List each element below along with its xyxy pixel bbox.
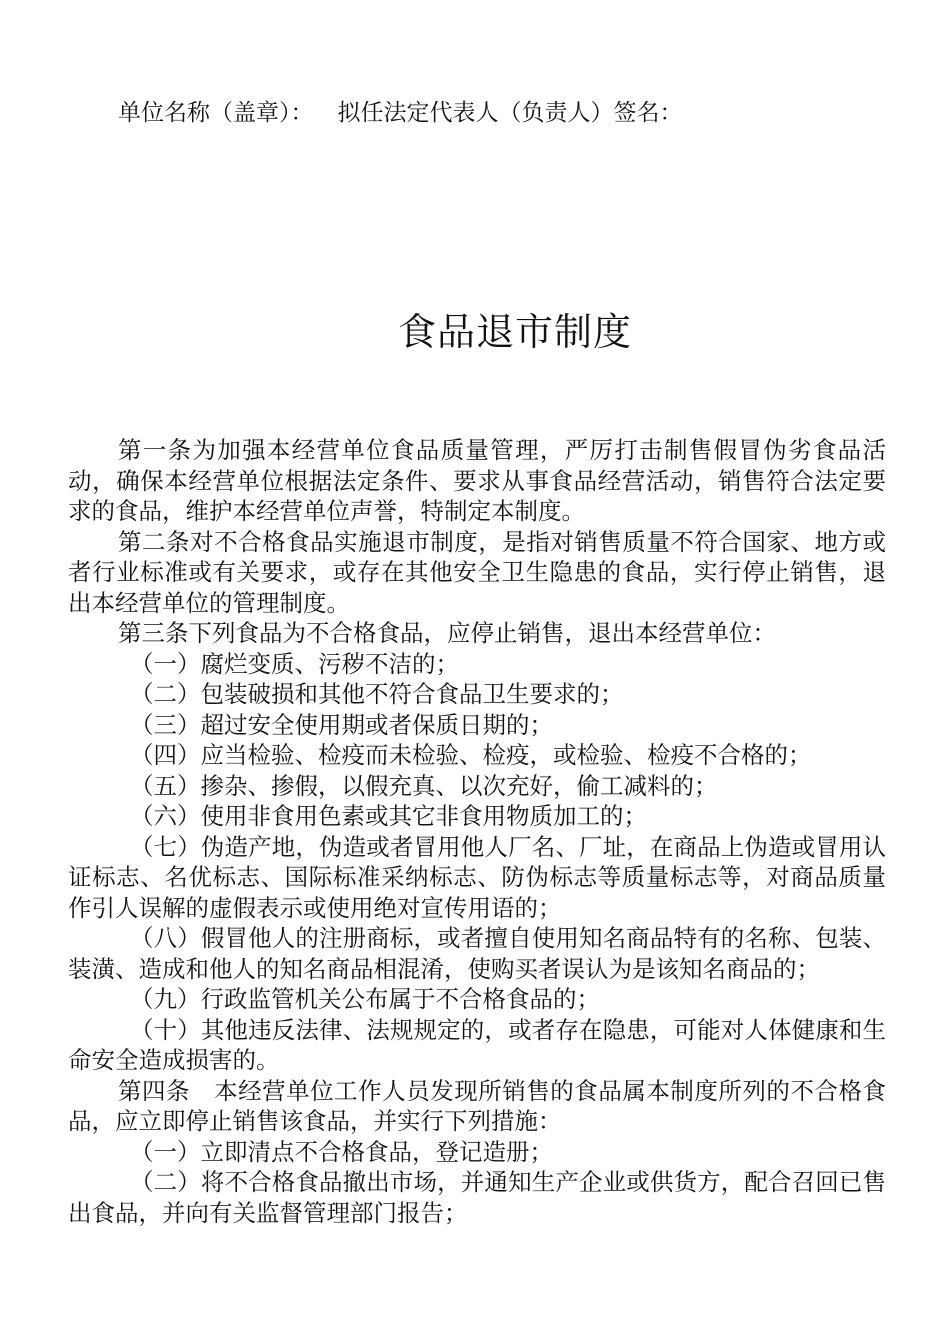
article-1: 第一条为加强本经营单位食品质量管理，严厉打击制售假冒伪劣食品活动，确保本经营单位根据法定条件、要求从事食品经营活动，销售符合法定要求的食品，维护本经营单位声誉，特制定本制度。 bbox=[68, 436, 886, 525]
article-4-item-1: （一）立即清点不合格食品，登记造册； bbox=[130, 1137, 553, 1166]
article-3-item-10: （十）其他违反法律、法规规定的，或者存在隐患，可能对人体健康和生命安全造成损害的。 bbox=[68, 1015, 886, 1074]
article-3-item-5: （五）掺杂、掺假，以假充真、以次充好，偷工减料的； bbox=[130, 771, 718, 800]
article-4: 第四条 本经营单位工作人员发现所销售的食品属本制度所列的不合格食品，应立即停止销售该食品，并实行下列措施： bbox=[68, 1076, 886, 1135]
article-3-item-9: （九）行政监管机关公布属于不合格食品的； bbox=[130, 985, 600, 1013]
document-body bbox=[68, 435, 886, 1228]
representative-signature-label: 拟任法定代表人（负责人）签名： bbox=[337, 100, 683, 126]
article-3-item-3: （三）超过安全使用期或者保质日期的； bbox=[130, 710, 553, 739]
document-title: 食品退市制度 bbox=[397, 310, 632, 354]
article-4-item-2: （二）将不合格食品撤出市场，并通知生产企业或供货方，配合召回已售出食品，并向有关监督管理部门报告； bbox=[68, 1168, 886, 1227]
unit-name-label: 单位名称（盖章）： bbox=[118, 100, 314, 126]
article-3-item-1: （一）腐烂变质、污秽不洁的； bbox=[130, 649, 459, 678]
article-3: 第三条下列食品为不合格食品，应停止销售，退出本经营单位： bbox=[118, 619, 776, 647]
article-3-item-6: （六）使用非食用色素或其它非食用物质加工的； bbox=[130, 802, 647, 830]
article-3-item-2: （二）包装破损和其他不符合食品卫生要求的； bbox=[130, 680, 624, 708]
signature-line bbox=[118, 96, 683, 130]
article-3-item-4: （四）应当检验、检疫而未检验、检疫，或检验、检疫不合格的； bbox=[130, 741, 812, 769]
article-2: 第二条对不合格食品实施退市制度，是指对销售质量不符合国家、地方或者行业标准或有关要求，或存在其他安全卫生隐患的食品，实行停止销售，退出本经营单位的管理制度。 bbox=[68, 527, 886, 617]
article-3-item-8: （八）假冒他人的注册商标，或者擅自使用知名商品特有的名称、包装、装潢、造成和他人的知名商品相混淆，使购买者误认为是该知名商品的； bbox=[68, 924, 886, 983]
article-3-item-7: （七）伪造产地，伪造或者冒用他人厂名、厂址，在商品上伪造或冒用认证标志、名优标志、国际标准采纳标志、防伪标志等质量标志等，对商品质量作引人误解的虚假表示或使用绝对宣传用语的； bbox=[68, 832, 886, 922]
